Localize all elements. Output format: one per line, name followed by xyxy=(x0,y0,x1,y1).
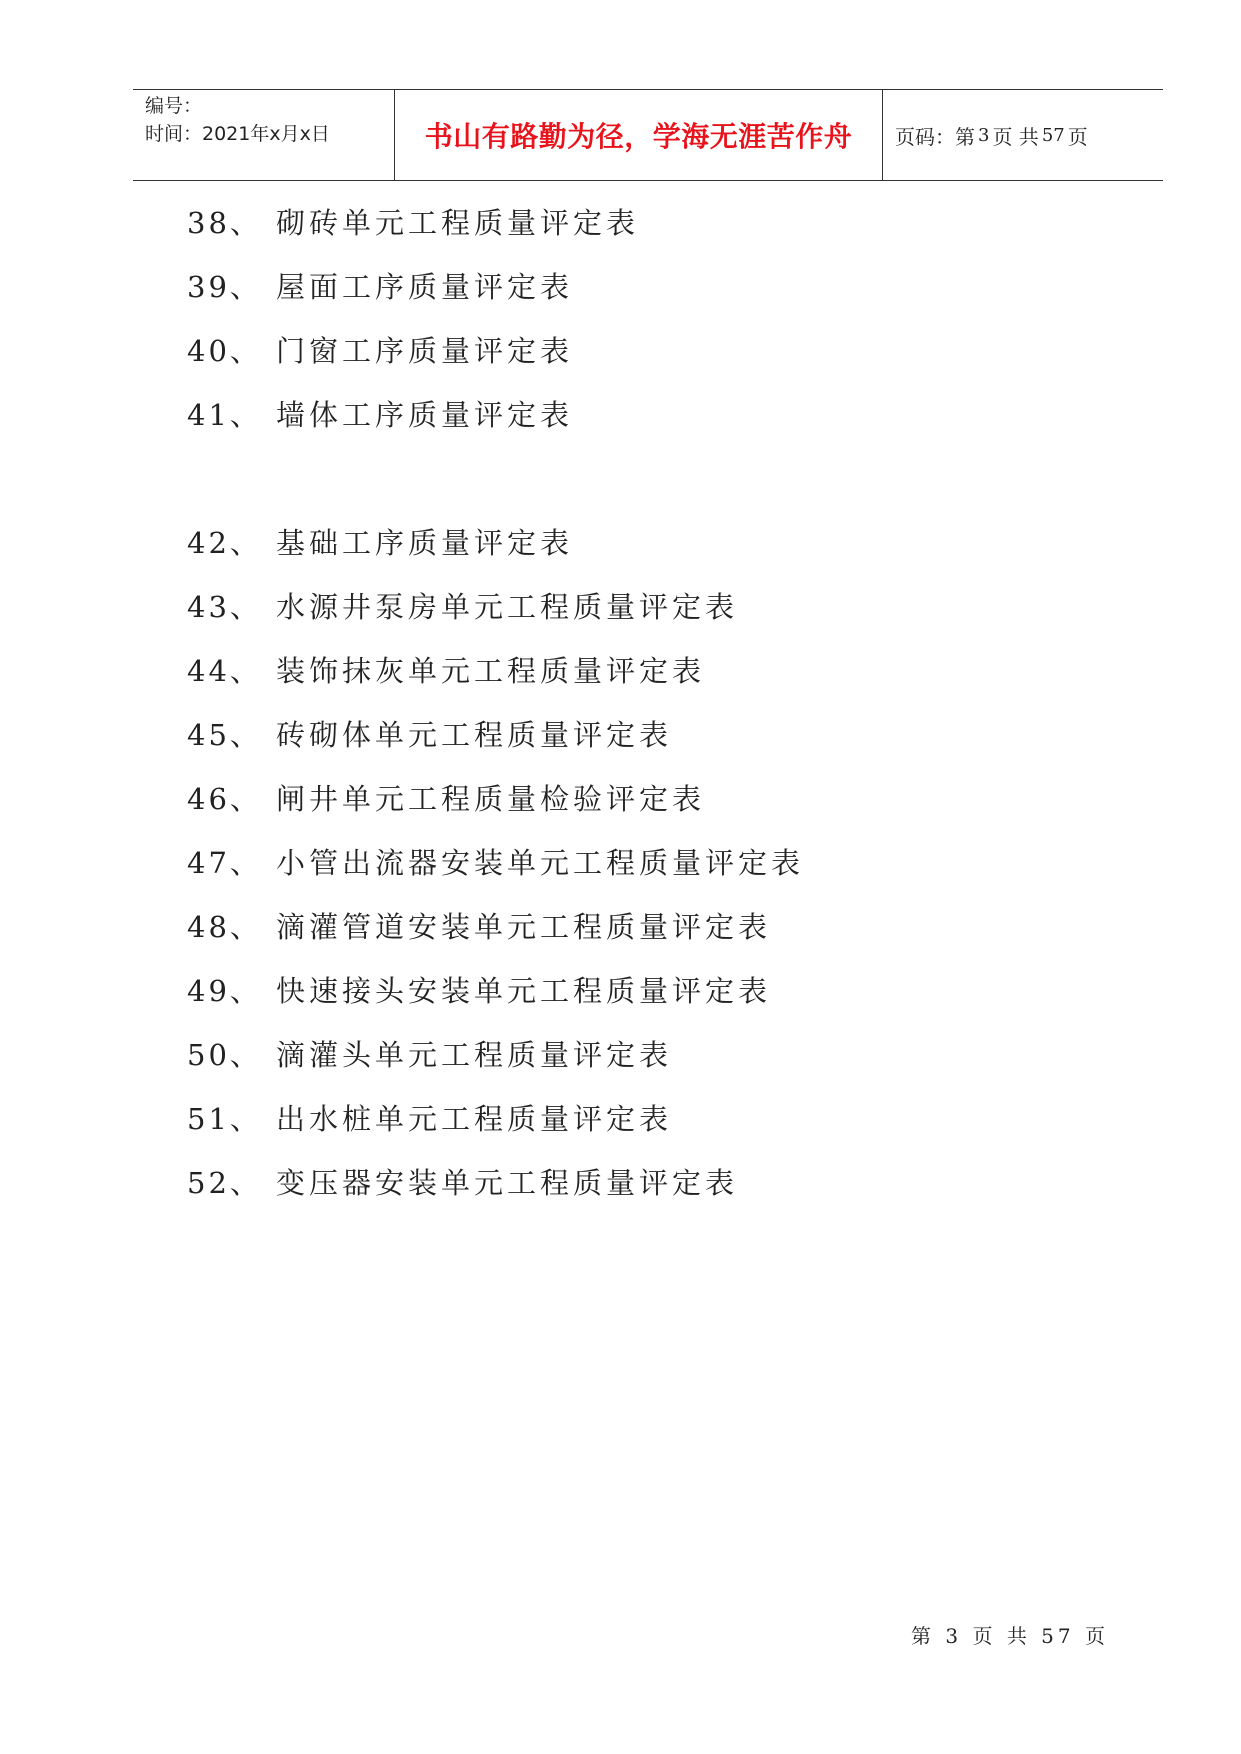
toc-item-title: 滴灌头单元工程质量评定表 xyxy=(276,1037,673,1072)
toc-item-title: 装饰抹灰单元工程质量评定表 xyxy=(276,653,706,688)
toc-item-number: 43、 xyxy=(187,589,262,624)
toc-item-title: 变压器安装单元工程质量评定表 xyxy=(276,1165,739,1200)
toc-item-title: 门窗工序质量评定表 xyxy=(276,333,574,368)
page-current: 3 xyxy=(978,124,990,146)
toc-item-number: 40、 xyxy=(187,333,262,368)
toc-item xyxy=(187,1097,672,1137)
toc-item-number: 49、 xyxy=(187,973,262,1008)
toc-item xyxy=(187,265,573,305)
toc-item-number: 51、 xyxy=(187,1101,262,1136)
serial-number-label: 编号： xyxy=(145,95,203,117)
toc-item xyxy=(187,841,804,881)
page-mid: 页 共 xyxy=(992,124,1039,149)
toc-item-number: 45、 xyxy=(187,717,262,752)
toc-item-title: 水源井泵房单元工程质量评定表 xyxy=(276,589,739,624)
motto-text: 书山有路勤为径，学海无涯苦作舟 xyxy=(424,120,853,153)
date-label: 时间：2021年x月x日 xyxy=(145,123,330,145)
toc-item-number: 48、 xyxy=(187,909,262,944)
toc-item xyxy=(187,1033,672,1073)
toc-item xyxy=(187,905,771,945)
toc-item xyxy=(187,969,771,1009)
page-prefix: 页码：第 xyxy=(895,124,975,149)
toc-item xyxy=(187,1161,738,1201)
toc-item-number: 47、 xyxy=(187,845,262,880)
toc-item xyxy=(187,201,639,241)
page-total: 57 xyxy=(1041,124,1065,146)
toc-item-title: 砌砖单元工程质量评定表 xyxy=(276,205,640,240)
toc-item xyxy=(187,649,705,689)
toc-item-title: 墙体工序质量评定表 xyxy=(276,397,574,432)
toc-item xyxy=(187,777,705,817)
toc-item-number: 39、 xyxy=(187,269,262,304)
toc-item-title: 出水桩单元工程质量评定表 xyxy=(276,1101,673,1136)
toc-item xyxy=(187,393,573,433)
toc-item-title: 小管出流器安装单元工程质量评定表 xyxy=(276,845,805,880)
toc-item xyxy=(187,521,573,561)
toc-item-number: 44、 xyxy=(187,653,262,688)
toc-item-title: 快速接头安装单元工程质量评定表 xyxy=(276,973,772,1008)
toc-item-number: 41、 xyxy=(187,397,262,432)
toc-item-number: 52、 xyxy=(187,1165,262,1200)
toc-item-number: 50、 xyxy=(187,1037,262,1072)
toc-item xyxy=(187,329,573,369)
toc-item-title: 砖砌体单元工程质量评定表 xyxy=(276,717,673,752)
toc-item-title: 基础工序质量评定表 xyxy=(276,525,574,560)
toc-item xyxy=(187,713,672,753)
toc-item-title: 闸井单元工程质量检验评定表 xyxy=(276,781,706,816)
toc-item-title: 滴灌管道安装单元工程质量评定表 xyxy=(276,909,772,944)
toc-item xyxy=(187,585,738,625)
page-suffix: 页 xyxy=(1067,124,1088,149)
toc-item-number: 46、 xyxy=(187,781,262,816)
toc-item-number: 42、 xyxy=(187,525,262,560)
toc-item-title: 屋面工序质量评定表 xyxy=(276,269,574,304)
toc-item-number: 38、 xyxy=(187,205,262,240)
page-footer: 第 3 页 共 57 页 xyxy=(911,1624,1109,1648)
